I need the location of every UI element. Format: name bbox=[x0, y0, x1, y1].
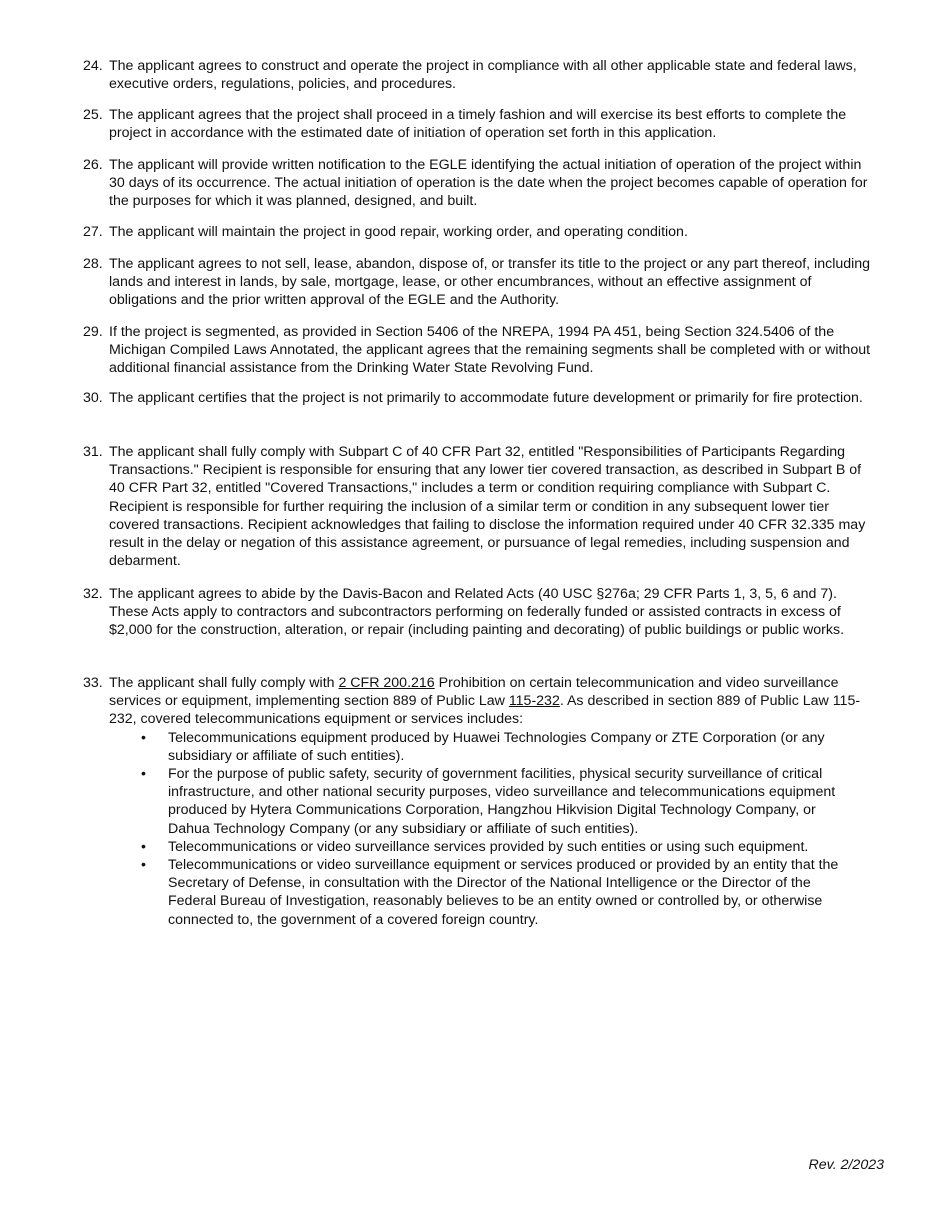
item-text: The applicant agrees to abide by the Davis-Bacon and Related Acts (40 USC §276a; 29 CFR Parts 1, 3, 5, 6 and 7). These Acts apply to contractors and subcontractors performing on federally funded or assisted contracts in excess of $2,000 for the construction, alteration, or repair (including painting and decorating) of public buildings or public works. bbox=[109, 586, 845, 639]
item-number: 28. bbox=[83, 256, 103, 272]
list-item bbox=[83, 255, 873, 310]
bullet-text: Telecommunications or video surveillance services provided by such entities or using such equipment. bbox=[168, 838, 809, 855]
item-text: The applicant agrees to not sell, lease, abandon, dispose of, or transfer its title to the project or any part thereof, including lands and interest in lands, by sale, mortgage, lease, or other encumbrances, without an effective assignment of obligations and the prior written approval of the EGLE and the Authority. bbox=[109, 256, 871, 309]
item-text: The applicant will maintain the project in good repair, working order, and operating condition. bbox=[109, 224, 688, 240]
item-text: The applicant agrees to construct and operate the project in compliance with all other applicable state and federal laws, executive orders, regulations, policies, and procedures. bbox=[109, 58, 857, 93]
bullet-icon: • bbox=[141, 857, 146, 874]
item-number: 25. bbox=[83, 107, 103, 123]
revision-label: Rev. 2/2023 bbox=[808, 1157, 884, 1173]
item-text-part: The applicant shall fully comply with bbox=[109, 675, 339, 691]
bullet-item bbox=[141, 765, 853, 838]
bullet-text: Telecommunications equipment produced by Huawei Technologies Company or ZTE Corporation (or any subsidiary or affiliate of such entities). bbox=[168, 729, 825, 764]
list-item bbox=[83, 389, 873, 407]
list-item bbox=[83, 323, 873, 378]
item-number: 30. bbox=[83, 390, 103, 406]
item-text: The applicant certifies that the project is not primarily to accommodate future development or primarily for fire protection. bbox=[109, 390, 863, 406]
bullet-icon: • bbox=[141, 766, 146, 783]
bullet-list bbox=[141, 729, 853, 929]
list-item bbox=[83, 57, 873, 93]
item-text: If the project is segmented, as provided in Section 5406 of the NREPA, 1994 PA 451, being Section 324.5406 of the Michigan Compiled Laws Annotated, the applicant agrees that the remaining segments shall be completed with or without additional financial assistance from the Drinking Water State Revolving Fund. bbox=[109, 324, 871, 377]
item-number: 26. bbox=[83, 157, 103, 173]
item-text: The applicant will provide written notification to the EGLE identifying the actual initiation of operation of the project within 30 days of its occurrence. The actual initiation of operation is the date when the project becomes capable of operation for the purposes for which it was planned, designed, and built. bbox=[109, 157, 868, 210]
item-number: 33. bbox=[83, 675, 103, 691]
item-text: The applicant shall fully comply with Subpart C of 40 CFR Part 32, entitled "Responsibilities of Participants Regarding Transactions." Recipient is responsible for ensuring that any lower tier covered transaction, as described in Subpart B of 40 CFR Part 32, entitled "Covered Transactions," includes a term or condition requiring compliance with Subpart C. Recipient is responsible for further requiring the inclusion of a similar term or condition in any subsequent lower tier covered transactions. Recipient acknowledges that failing to disclose the information required under 40 CFR 32.335 may result in the delay or negation of this assistance agreement, or pursuance of legal remedies, including suspension and debarment. bbox=[109, 444, 866, 570]
bullet-item bbox=[141, 729, 853, 765]
list-item bbox=[83, 674, 873, 929]
cfr-link[interactable]: 2 CFR 200.216 bbox=[338, 675, 435, 691]
item-number: 31. bbox=[83, 444, 103, 460]
bullet-item bbox=[141, 856, 853, 929]
list-item bbox=[83, 106, 873, 142]
bullet-item bbox=[141, 838, 853, 856]
item-number: 24. bbox=[83, 58, 103, 74]
bullet-text: Telecommunications or video surveillance equipment or services produced or provided by an entity that the Secretary of Defense, in consultation with the Director of the National Intelligence or the Director of the Federal Bureau of Investigation, reasonably believes to be an entity owned or controlled by, or otherwise connected to, the government of a covered foreign country. bbox=[168, 857, 839, 928]
item-text-part: . As described in section 889 of Public Law 115-232, covered telecommunications equipment or services includes: bbox=[109, 693, 861, 728]
bullet-icon: • bbox=[141, 838, 146, 855]
bullet-text: For the purpose of public safety, security of government facilities, physical security surveillance of critical infrastructure, and other national security purposes, video surveillance and telecommunications equipment produced by Hytera Communications Corporation, Hangzhou Hikvision Digital Technology Company, or Dahua Technology Company (or any subsidiary or affiliate of such entities). bbox=[168, 766, 836, 837]
list-item bbox=[83, 156, 873, 211]
list-item bbox=[83, 443, 873, 570]
item-text-part: Prohibition on certain telecommunication and video surveillance services or equipment, implementing section 889 of Public Law bbox=[109, 675, 839, 710]
bullet-icon: • bbox=[141, 729, 146, 746]
item-text: The applicant agrees that the project shall proceed in a timely fashion and will exercise its best efforts to complete the project in accordance with the estimated date of initiation of operation set forth in this application. bbox=[109, 107, 847, 142]
list-item bbox=[83, 585, 873, 640]
item-number: 27. bbox=[83, 224, 103, 240]
item-number: 32. bbox=[83, 586, 103, 602]
item-text bbox=[109, 674, 873, 729]
public-law-link[interactable]: 115-232 bbox=[508, 693, 560, 710]
list-item bbox=[83, 223, 873, 241]
item-number: 29. bbox=[83, 324, 103, 340]
